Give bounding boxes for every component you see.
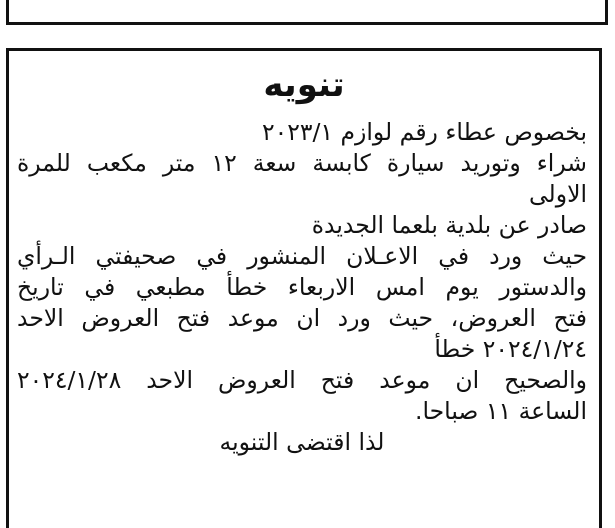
issuer-line: صادر عن بلدية بلعما الجديدة [311,211,587,239]
body-line-1: حيث ورد في الاعـلان المنشور في صحيفتي الـرأي [17,242,587,270]
tender-reference-line: بخصوص عطاء رقم لوازم ٢٠٢٣/١ [261,118,587,146]
tender-subject-continued: الاولى [528,180,587,208]
body-line-3: فتح العروض، حيث ورد ان موعد فتح العروض الاحد [17,304,587,332]
body-line-2: والدستور يوم امس الاربعاء خطأ مطبعي في تاريخ [17,273,587,301]
wrong-date-line: ٢٠٢٤/١/٢٤ خطأ [434,335,587,363]
time-line: الساعة ١١ صباحا. [415,397,587,425]
closing-line: لذا اقتضى التنويه [219,428,385,456]
notice-title: تنويه [263,65,345,105]
previous-notice-border [6,0,608,25]
tender-subject-line: شراء وتوريد سيارة كابسة سعة ١٢ متر مكعب للمرة [17,149,587,177]
notice-box [6,48,602,528]
notice-body [17,117,587,458]
correct-date-line: والصحيح ان موعد فتح العروض الاحد ٢٠٢٤/١/٢٨ [17,366,587,394]
